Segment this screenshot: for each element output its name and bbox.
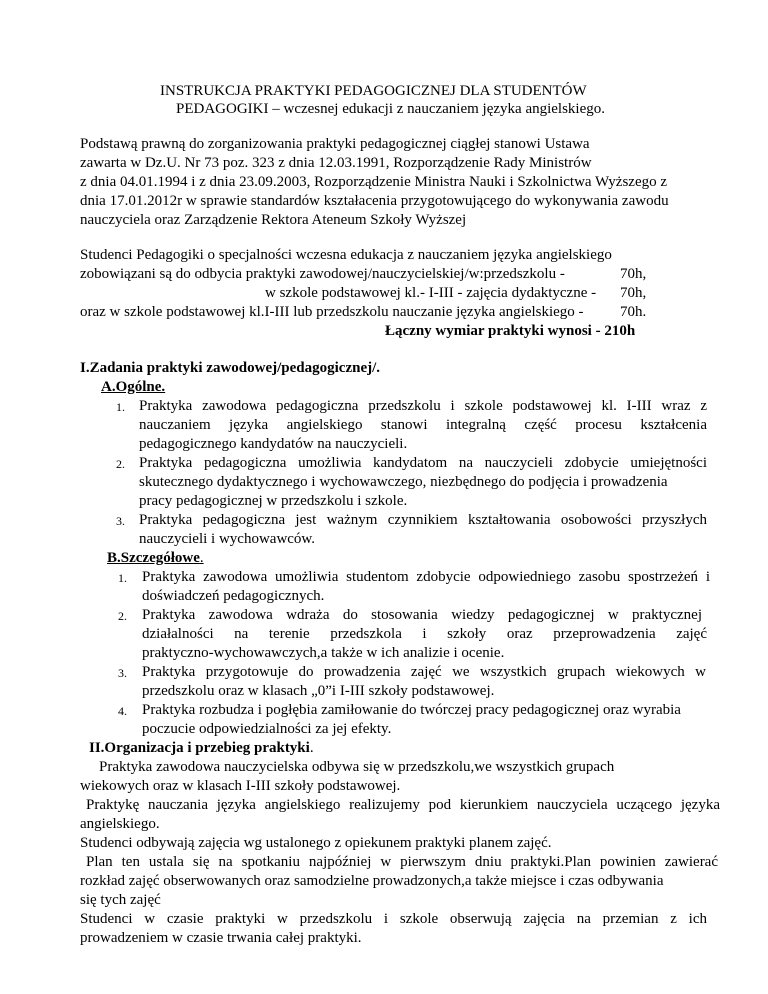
section1-heading: I.Zadania praktyki zawodowej/pedagogicznej/. — [80, 360, 381, 376]
b-item-3-number: 3. — [118, 666, 127, 680]
hours-line-2: zobowiązani są do odbycia praktyki zawodowej/nauczycielskiej/w:przedszkolu - — [80, 266, 565, 282]
a-item-1-line-3: pedagogicznego kandydatów na nauczycieli. — [139, 436, 408, 452]
section1-sub-b-text: B.Szczegółowe — [107, 550, 200, 566]
b-item-4-line-2: poczucie odpowiedzialności za jej efekty. — [142, 721, 392, 737]
title-line-2: PEDAGOGIKI – wczesnej edukacji z nauczaniem języka angielskiego. — [176, 101, 606, 117]
hours-value-1: 70h, — [620, 266, 647, 282]
hours-value-2: 70h, — [620, 285, 647, 301]
intro-line-1: Podstawą prawną do zorganizowania praktyki pedagogicznej ciągłej stanowi Ustawa — [80, 136, 590, 152]
section2-line-9: Studenci w czasie praktyki w przedszkolu i szkole obserwują zajęcia na przemian z ich — [80, 911, 707, 927]
b-item-3-line-1: Praktyka przygotowuje do prowadzenia zajęć we wszystkich grupach wiekowych w — [142, 664, 706, 680]
a-item-3-number: 3. — [116, 514, 125, 528]
a-item-1-line-1: Praktyka zawodowa pedagogiczna przedszkolu i szkole podstawowej kl. I-III wraz z — [139, 398, 707, 414]
hours-line-3: w szkole podstawowej kl.- I-III - zajęcia dydaktyczne - — [265, 285, 597, 301]
hours-value-3: 70h. — [620, 304, 647, 320]
b-item-2-line-2: działalności na terenie przedszkola i szkoły oraz przeprowadzenia zajęć — [142, 626, 707, 642]
hours-line-4: oraz w szkole podstawowej kl.I-III lub przedszkolu nauczanie języka angielskiego - — [80, 304, 584, 320]
a-item-2-line-1: Praktyka pedagogiczna umożliwia kandydatom na nauczycieli zdobycie umiejętności — [139, 455, 707, 471]
intro-line-3: z dnia 04.01.1994 i z dnia 23.09.2003, Rozporządzenie Ministra Nauki i Szkolnictwa Wyższego z — [80, 174, 668, 190]
hours-total: Łączny wymiar praktyki wynosi - 210h — [385, 323, 636, 339]
b-item-3-line-2: przedszkolu oraz w klasach „0”i I-III szkoły podstawowej. — [142, 683, 495, 699]
a-item-3-line-2: nauczycieli i wychowawców. — [139, 531, 316, 547]
hours-line-1: Studenci Pedagogiki o specjalności wczesna edukacja z nauczaniem języka angielskiego — [80, 247, 612, 263]
section1-sub-b — [107, 549, 204, 567]
intro-line-4: dnia 17.01.2012r w sprawie standardów kształacenia przygotowującego do wykonywania zawodu — [80, 193, 669, 209]
b-item-2-line-3: praktyczno-wychowawczych,a także w ich analizie i ocenie. — [142, 645, 505, 661]
b-item-1-line-2: doświadczeń pedagogicznych. — [142, 588, 325, 604]
section2-line-1: Praktyka zawodowa nauczycielska odbywa się w przedszkolu,we wszystkich grupach — [99, 759, 615, 775]
section2-line-6: Plan ten ustala się na spotkaniu najpóźniej w pierwszym dniu praktyki.Plan powinien zawierać — [86, 854, 718, 870]
b-item-4-line-1: Praktyka rozbudza i pogłębia zamiłowanie do twórczej pracy pedagogicznej oraz wyrabia — [142, 702, 681, 718]
b-item-1-number: 1. — [118, 571, 127, 585]
a-item-2-line-3: pracy pedagogicznej w przedszkolu i szkole. — [139, 493, 408, 509]
section1-sub-a: A.Ogólne. — [101, 379, 166, 395]
section2-heading-dot: . — [309, 740, 314, 756]
section2-heading-text: II.Organizacja i przebieg praktyki — [89, 740, 310, 756]
section2-line-5: Studenci odbywają zajęcia wg ustalonego z opiekunem praktyki planem zajęć. — [80, 835, 552, 851]
b-item-4-number: 4. — [118, 704, 127, 718]
section2-line-10: prowadzeniem w czasie trwania całej praktyki. — [80, 930, 362, 946]
intro-line-2: zawarta w Dz.U. Nr 73 poz. 323 z dnia 12.03.1991, Rozporządzenie Rady Ministrów — [80, 155, 592, 171]
section2-line-2: wiekowych oraz w klasach I-III szkoły podstawowej. — [80, 778, 401, 794]
title-line-1: INSTRUKCJA PRAKTYKI PEDAGOGICZNEJ DLA STUDENTÓW — [160, 83, 587, 99]
section2-line-8: się tych zajęć — [80, 892, 161, 908]
intro-line-5: nauczyciela oraz Zarządzenie Rektora Ateneum Szkoły Wyższej — [80, 212, 467, 228]
section2-heading — [89, 739, 314, 757]
section2-line-7: rozkład zajęć obserwowanych oraz samodzielne prowadzonych,a także miejsce i czas odbywania — [80, 873, 664, 889]
section2-line-4: angielskiego. — [80, 816, 160, 832]
a-item-1-line-2: nauczaniem języka angielskiego stanowi integralną część procesu kształcenia — [139, 417, 707, 433]
b-item-1-line-1: Praktyka zawodowa umożliwia studentom zdobycie odpowiedniego zasobu spostrzeżeń i — [142, 569, 710, 585]
a-item-2-number: 2. — [116, 457, 125, 471]
section2-line-3: Praktykę nauczania języka angielskiego realizujemy pod kierunkiem nauczyciela uczącego języka — [86, 797, 720, 813]
b-item-2-number: 2. — [118, 609, 127, 623]
a-item-1-number: 1. — [116, 400, 125, 414]
a-item-3-line-1: Praktyka pedagogiczna jest ważnym czynnikiem kształtowania osobowości przyszłych — [139, 512, 707, 528]
b-item-2-line-1: Praktyka zawodowa wdraża do stosowania wiedzy pedagogicznej w praktycznej — [142, 607, 702, 623]
a-item-2-line-2: skutecznego dydaktycznego i wychowawczego, niezbędnego do podjęcia i prowadzenia — [139, 474, 668, 490]
section1-sub-b-dot: . — [199, 550, 204, 566]
